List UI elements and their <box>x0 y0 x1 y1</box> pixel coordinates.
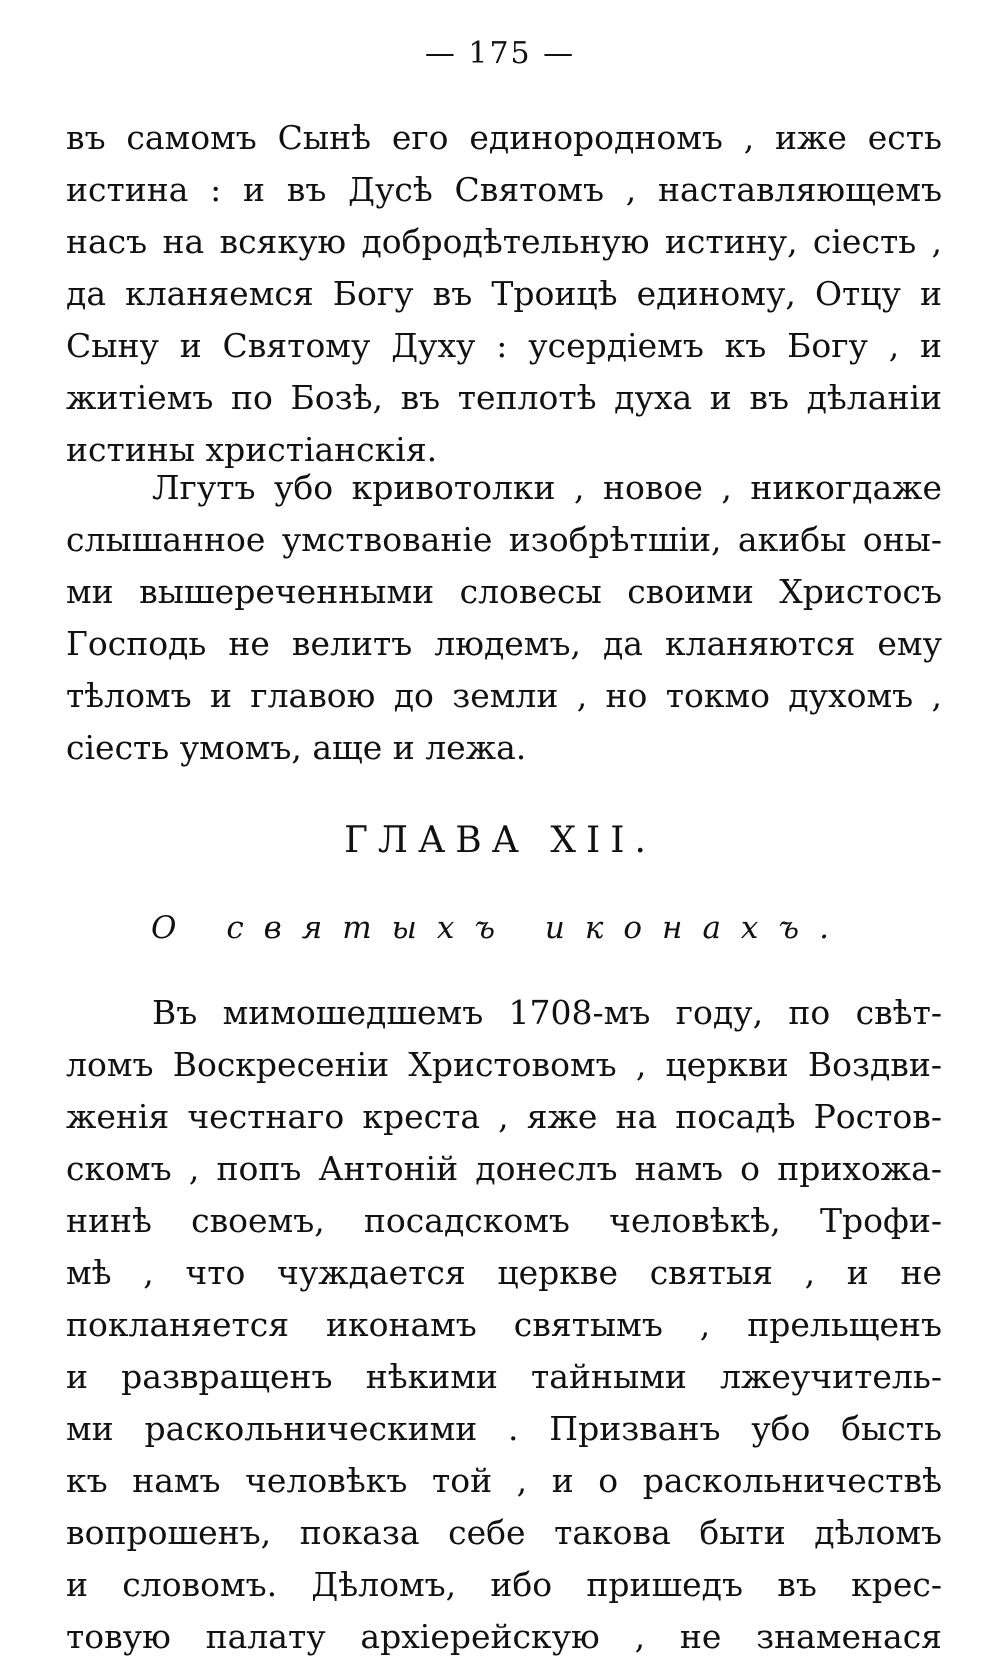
chapter-title: ГЛАВА XII. <box>344 820 656 861</box>
paragraph-continuation <box>66 112 942 476</box>
text-line: Господь не велитъ людемъ, да кланяются ему <box>66 624 942 663</box>
text-line: товую палату архіерейскую , не знаменася <box>66 1617 942 1656</box>
text-line: и словомъ. Дѣломъ, ибо пришедъ въ крес- <box>66 1565 942 1604</box>
text-line: насъ на всякую добродѣтельную истину, сіесть , <box>66 222 942 261</box>
text-line: покланяется иконамъ святымъ , прельщенъ <box>66 1305 942 1344</box>
paragraph-false-teachers <box>66 462 942 774</box>
paragraph-chapter-body <box>66 987 942 1663</box>
text-line: истина : и въ Дусѣ Святомъ , наставляющемъ <box>66 170 942 209</box>
text-line: Сыну и Святому Духу : усердіемъ къ Богу , и <box>66 326 942 365</box>
text-line: женія честнаго креста , яже на посадѣ Ростов- <box>66 1097 942 1136</box>
page-number: — 175 — <box>424 36 576 71</box>
chapter-subtitle: О святыхъ иконахъ. <box>151 910 849 946</box>
text-line: слышанное умствованіе изобрѣтшіи, акибы оны- <box>66 520 942 559</box>
text-line: и развращенъ нѣкими тайными лжеучитель- <box>66 1357 942 1396</box>
text-line: мѣ , что чуждается церкве святыя , и не <box>66 1253 942 1292</box>
text-line: къ намъ человѣкъ той , и о раскольничествѣ <box>66 1461 942 1500</box>
text-line: сіесть умомъ, аще и лежа. <box>66 728 527 767</box>
text-line: ми раскольническими . Призванъ убо бысть <box>66 1409 942 1448</box>
text-line: вопрошенъ, показа себе такова быти дѣломъ <box>66 1513 942 1552</box>
text-line: тѣломъ и главою до земли , но токмо духомъ , <box>66 676 942 715</box>
text-line: въ самомъ Сынѣ его единородномъ , иже есть <box>66 118 942 157</box>
text-line: да кланяемся Богу въ Троицѣ единому, Отцу и <box>66 274 942 313</box>
text-line: ломъ Воскресеніи Христовомъ , церкви Воздви- <box>66 1045 942 1084</box>
text-line: скомъ , попъ Антоній донеслъ намъ о прихожа- <box>66 1149 942 1188</box>
text-line: Въ мимошедшемъ 1708-мъ году, по свѣт- <box>152 993 942 1032</box>
text-line: житіемъ по Бозѣ, въ теплотѣ духа и въ дѣланіи <box>66 378 942 417</box>
text-line: ми вышереченными словесы своими Христосъ <box>66 572 942 611</box>
text-line: нинѣ своемъ, посадскомъ человѣкѣ, Трофи- <box>66 1201 942 1240</box>
text-line: Лгутъ убо кривотолки , новое , никогдаже <box>152 468 942 507</box>
text-line: истины христіанскія. <box>66 430 438 469</box>
